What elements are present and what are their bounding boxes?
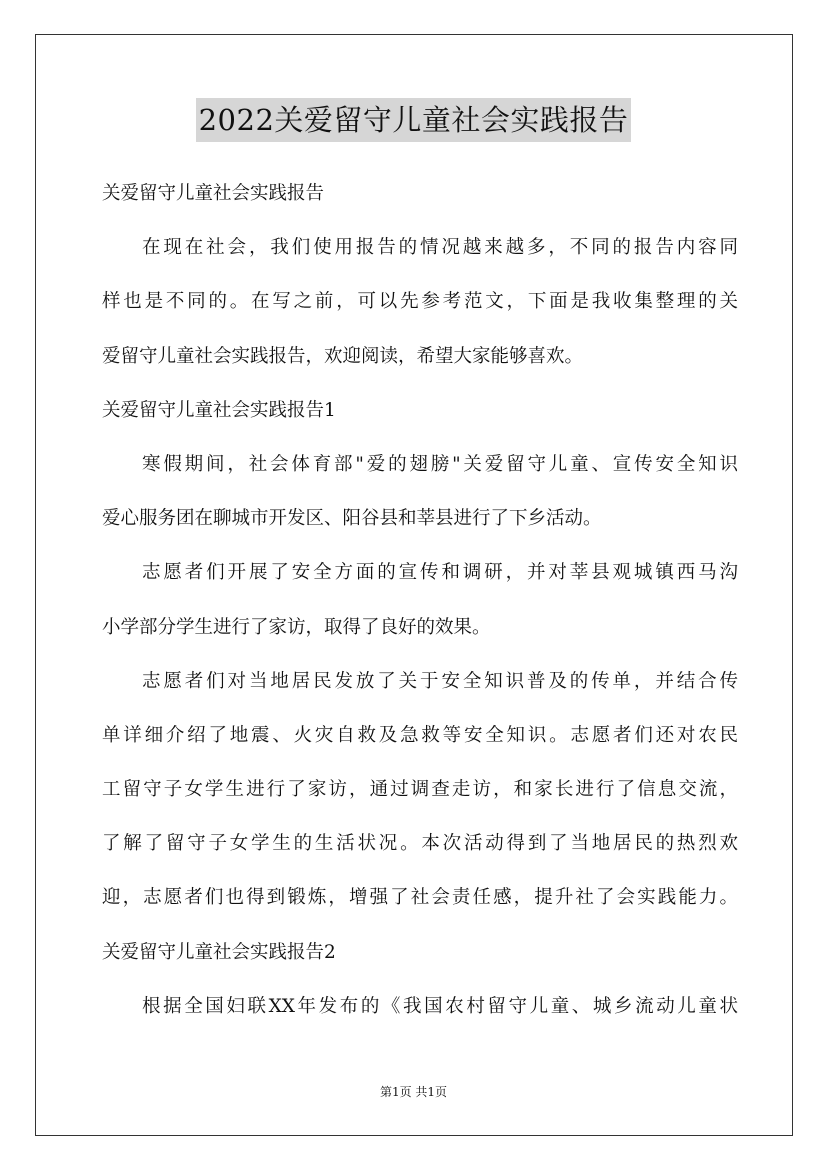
paragraph-line: 单详细介绍了地震、火灾自救及急救等安全知识。志愿者们还对农民 [102, 724, 738, 746]
paragraph-line: 迎，志愿者们也得到锻炼，增强了社会责任感，提升社了会实践能力。 [102, 887, 738, 909]
section-heading: 关爱留守儿童社会实践报告 [102, 183, 325, 204]
paragraph-line: 了解了留守子女学生的生活状况。本次活动得到了当地居民的热烈欢 [102, 833, 738, 855]
paragraph-line: 志愿者们开展了安全方面的宣传和调研，并对莘县观城镇西马沟 [142, 562, 738, 584]
paragraph-line: 爱心服务团在聊城市开发区、阳谷县和莘县进行了下乡活动。 [102, 508, 602, 530]
title-container [0, 98, 827, 142]
paragraph-line: 小学部分学生进行了家访，取得了良好的效果。 [102, 616, 491, 638]
document-title: 2022关爱留守儿童社会实践报告 [196, 98, 632, 142]
paragraph-line: 工留守子女学生进行了家访，通过调查走访，和家长进行了信息交流， [102, 779, 738, 801]
page-footer: 第1页 共1页 [379, 1085, 448, 1099]
paragraph-line: 根据全国妇联XX年发布的《我国农村留守儿童、城乡流动儿童状 [142, 995, 738, 1017]
paragraph-line: 在现在社会，我们使用报告的情况越来越多，不同的报告内容同 [142, 237, 738, 259]
paragraph-line: 样也是不同的。在写之前，可以先参考范文，下面是我收集整理的关 [102, 291, 738, 313]
paragraph-line: 寒假期间，社会体育部"爱的翅膀"关爱留守儿童、宣传安全知识 [142, 453, 738, 475]
document-body [102, 176, 738, 1043]
section-heading: 关爱留守儿童社会实践报告1 [102, 399, 336, 421]
paragraph-line: 爱留守儿童社会实践报告，欢迎阅读，希望大家能够喜欢。 [102, 345, 584, 367]
paragraph-line: 志愿者们对当地居民发放了关于安全知识普及的传单，并结合传 [142, 670, 738, 692]
section-heading: 关爱留守儿童社会实践报告2 [102, 941, 336, 963]
